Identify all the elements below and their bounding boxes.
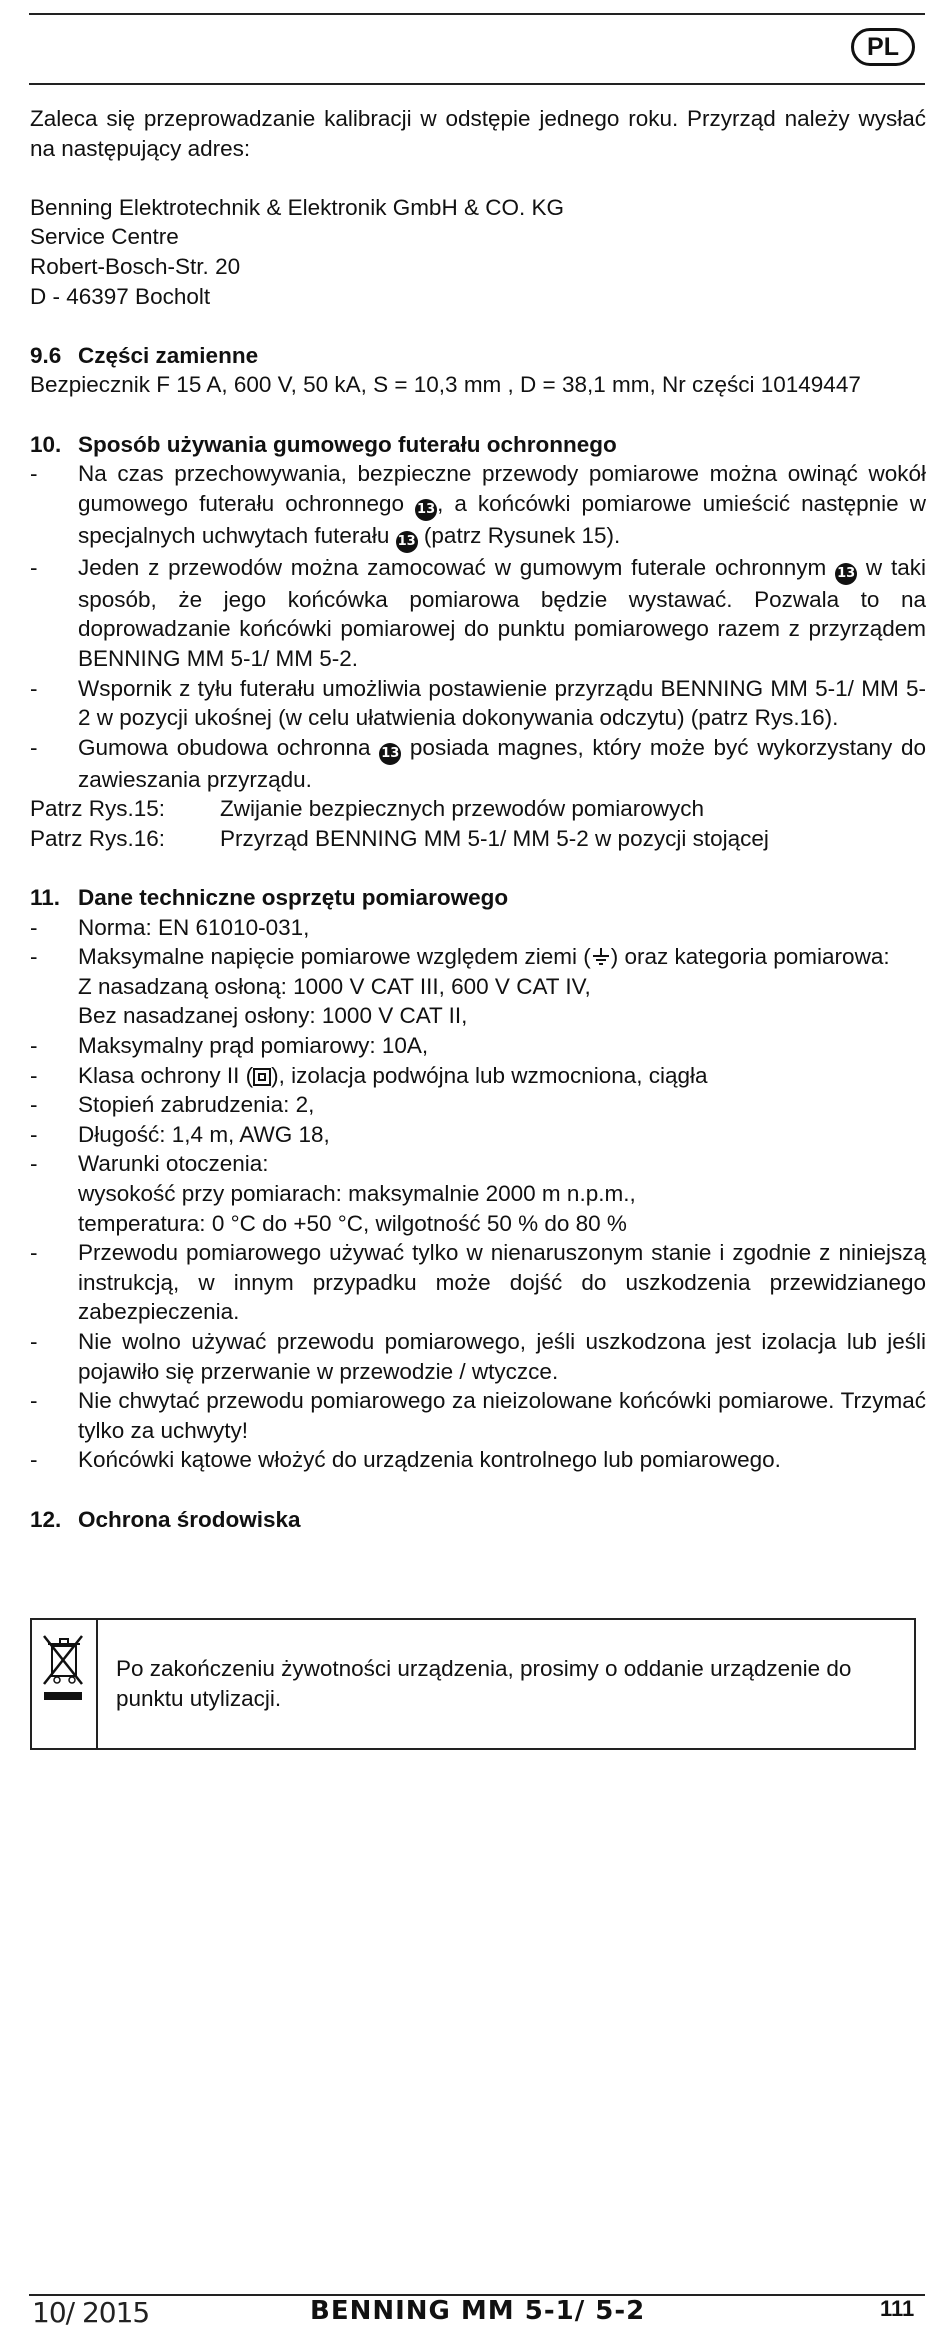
section-heading-12	[30, 1505, 926, 1535]
list-item: - Na czas przechowywania, bezpieczne przewody pomiarowe można owinąć wokół gumowego futerału ochronnego 13, a końcówki pomiarowe umieścić następnie w specjalnych uchwytach futerału 13 (patrz Rysunek 15).	[30, 459, 926, 553]
language-badge: PL	[851, 28, 915, 66]
figure-reference: Patrz Rys.15: Zwijanie bezpiecznych przewodów pomiarowych	[30, 796, 704, 822]
section-title: Ochrona środowiska	[78, 1506, 301, 1532]
environment-notice-text: Po zakończeniu żywotności urządzenia, prosimy o oddanie urządzenie do punktu utylizacji.	[116, 1656, 852, 1711]
class-ii-icon	[253, 1068, 271, 1086]
list-item: - Gumowa obudowa ochronna 13 posiada magnes, który może być wykorzystany do zawieszania przyrządu.	[30, 734, 926, 792]
list-subline: Bez nasadzanej osłony: 1000 V CAT II,	[78, 1003, 468, 1029]
section-heading-11	[30, 883, 926, 913]
list-item: - Klasa ochrony II ( ), izolacja podwójna lub wzmocniona, ciągła	[30, 1062, 708, 1088]
list-subline: temperatura: 0 °C do +50 °C, wilgotność 50 % do 80 %	[78, 1210, 627, 1236]
list-subline: Z nasadzaną osłoną: 1000 V CAT III, 600 V CAT IV,	[78, 973, 591, 999]
section-heading-10	[30, 430, 926, 460]
footer-brand: BENNING MM 5-1/ 5-2	[310, 2296, 646, 2326]
list-item: - Nie chwytać przewodu pomiarowego za nieizolowane końcówki pomiarowe. Trzymać tylko za uchwyty!	[30, 1388, 926, 1443]
list-item: - Nie wolno używać przewodu pomiarowego, jeśli uszkodzona jest izolacja lub jeśli pojawiło się przerwanie w przewodzie / wtyczce.	[30, 1328, 926, 1384]
list-item: - Stopień zabrudzenia: 2,	[30, 1092, 315, 1118]
list-item: - Jeden z przewodów można zamocować w gumowym futerale ochronnym 13 w taki sposób, że jego końcówka pomiarowa będzie wystawać. Pozwala to na doprowadzanie końcówki pomiarowej do punktu pomiarowego razem z przyrządem BENNING MM 5-1/ MM 5-2.	[30, 554, 927, 671]
callout-13-icon: 13	[415, 499, 437, 521]
page-content	[30, 104, 926, 1534]
callout-13-icon: 13	[835, 563, 857, 585]
list-subline: wysokość przy pomiarach: maksymalnie 2000 m n.p.m.,	[78, 1181, 636, 1206]
list-item: - Warunki otoczenia:	[30, 1151, 269, 1177]
list-item: - Końcówki kątowe włożyć do urządzenia kontrolnego lub pomiarowego.	[30, 1447, 781, 1473]
ground-symbol-icon	[591, 947, 611, 967]
header-rule	[29, 83, 925, 85]
section-title: Sposób używania gumowego futerału ochronnego	[78, 431, 617, 457]
list-item: - Długość: 1,4 m, AWG 18,	[30, 1121, 330, 1147]
top-rule	[29, 13, 925, 15]
callout-13-icon: 13	[379, 743, 401, 765]
address-line: Benning Elektrotechnik & Elektronik GmbH & CO. KG	[30, 194, 564, 220]
weee-bin-icon	[32, 1620, 98, 1748]
section-number: 11.	[30, 885, 61, 911]
list-item: - Przewodu pomiarowego używać tylko w nienaruszonym stanie i zgodnie z niniejszą instrukcją, w innym przypadku może dojść do uszkodzenia przewidzianego zabezpieczenia.	[30, 1240, 926, 1325]
section-title: Części zamienne	[78, 342, 259, 368]
calibration-paragraph: Zaleca się przeprowadzanie kalibracji w odstępie jednego roku. Przyrząd należy wysłać na następujący adres:	[30, 106, 926, 161]
section-number: 12.	[30, 1506, 62, 1532]
service-address	[30, 193, 926, 311]
list-item: - Norma: EN 61010-031,	[30, 914, 310, 940]
address-line: D - 46397 Bocholt	[30, 283, 211, 309]
page-number: 111	[880, 2296, 915, 2321]
callout-13-icon: 13	[396, 531, 418, 553]
section-number: 9.6	[30, 342, 62, 368]
figure-reference: Patrz Rys.16: Przyrząd BENNING MM 5-1/ MM 5-2 w pozycji stojącej	[30, 825, 769, 851]
section-title: Dane techniczne osprzętu pomiarowego	[78, 885, 509, 911]
list-item: - Wspornik z tyłu futerału umożliwia postawienie przyrządu BENNING MM 5-1/ MM 5-2 w pozycji ukośnej (w celu ułatwienia dokonywania odczytu) (patrz Rys.16).	[30, 675, 926, 731]
address-line: Robert-Bosch-Str. 20	[30, 253, 241, 279]
section-heading-9-6	[30, 341, 926, 371]
list-item: - Maksymalne napięcie pomiarowe względem ziemi ( ) oraz kategoria pomiarowa:	[30, 944, 890, 970]
section-number: 10.	[30, 431, 62, 457]
list-item: - Maksymalny prąd pomiarowy: 10A,	[30, 1033, 429, 1059]
environment-notice-box	[30, 1618, 916, 1750]
footer-date: 10/ 2015	[32, 2296, 150, 2329]
address-line: Service Centre	[30, 224, 179, 250]
spare-parts-text: Bezpiecznik F 15 A, 600 V, 50 kA, S = 10,3 mm , D = 38,1 mm, Nr części 10149447	[30, 372, 861, 398]
